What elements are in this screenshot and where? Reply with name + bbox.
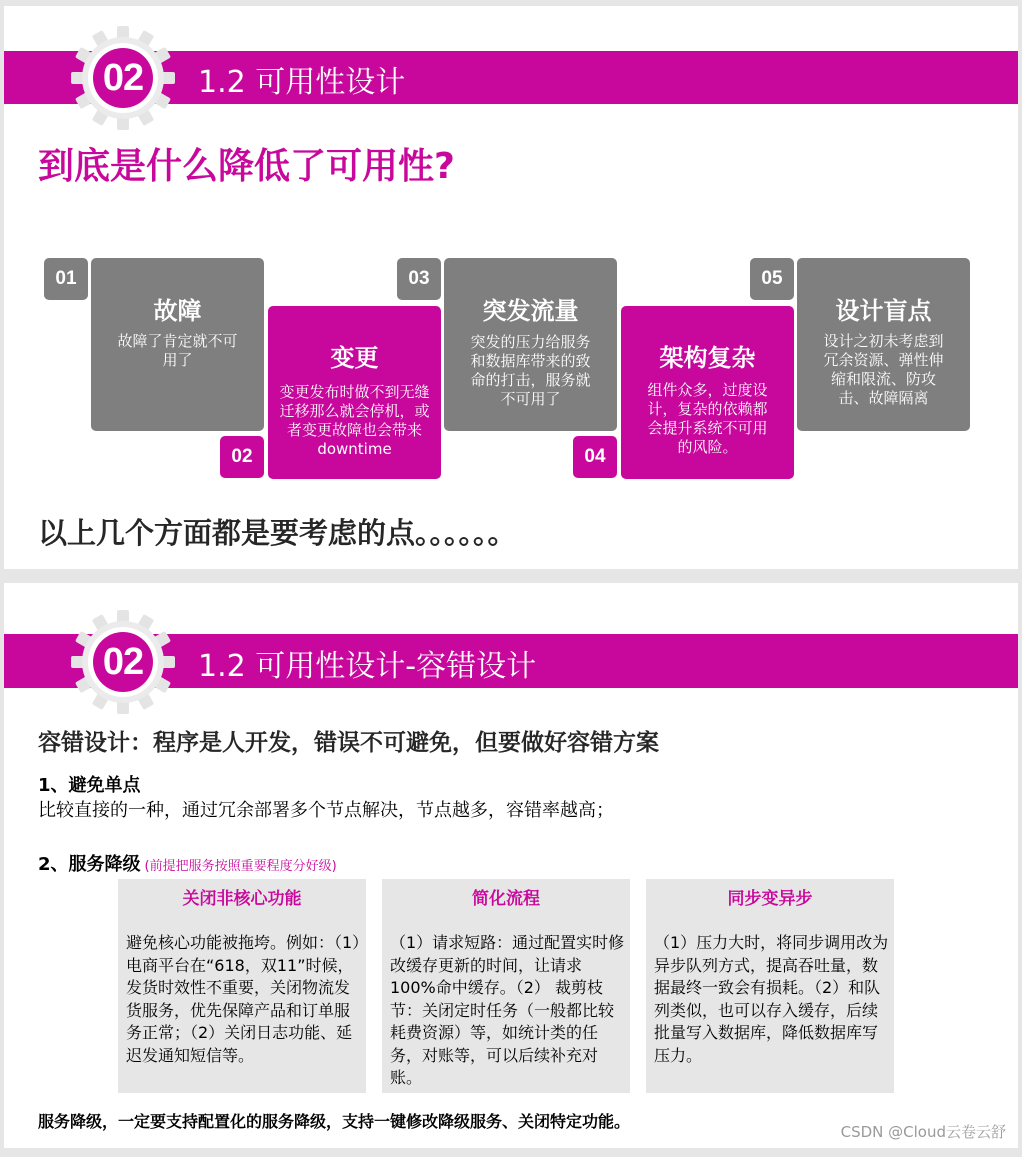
card-desc: 设计之初未考虑到冗余资源、弹性伸缩和限流、防攻击、故障隔离 <box>823 332 944 407</box>
gear-badge <box>71 26 175 130</box>
footer-note: 服务降级，一定要支持配置化的服务降级，支持一键修改降级服务、关闭特定功能。 <box>38 1112 631 1131</box>
card-desc: 突发的压力给服务和数据库带来的致命的打击，服务就不可用了 <box>470 333 591 408</box>
card-title: 变更 <box>330 344 379 372</box>
column-body: （1）压力大时，将同步调用改为异步队列方式，提高吞吐量，数据最终一致会有损耗。（2）和队列类似，也可以存入缓存，后续批量写入数据库，降低数据库写压力。 <box>654 933 889 1065</box>
card-desc: 组件众多，过度设计，复杂的依赖都会提升系统不可用的风险。 <box>647 381 768 456</box>
subsection-text-single-point: 比较直接的一种，通过冗余部署多个节点解决，节点越多，容错率越高； <box>38 800 614 821</box>
column-title: 关闭非核心功能 <box>182 889 302 909</box>
slide-availability-factors <box>4 6 1018 569</box>
gear-badge <box>71 610 175 714</box>
card-title: 设计盲点 <box>835 297 932 325</box>
badge-number: 02 <box>102 641 144 683</box>
degradation-note: (前提把服务按照重要程度分好级) <box>144 859 337 874</box>
card-fault <box>91 258 264 431</box>
watermark: CSDN @Cloud云卷云舒 <box>840 1123 1006 1141</box>
card-number-05: 05 <box>750 258 794 300</box>
column-body: （1）请求短路：通过配置实时修改缓存更新的时间，让请求100%命中缓存。（2） 裁剪枝节：关闭定时任务（一般都比较耗费资源）等，如统计类的任务，对账等，可以后续补充对账。 <box>390 933 625 1087</box>
card-desc: 故障了肯定就不可用了 <box>117 332 238 369</box>
card-number-01: 01 <box>44 258 88 300</box>
card-number-02: 02 <box>220 436 264 478</box>
degradation-title: 2、服务降级 <box>38 854 141 875</box>
section-heading: 容错设计：程序是人开发，错误不可避免，但要做好容错方案 <box>38 730 659 756</box>
band-title: 1.2 可用性设计 <box>198 65 406 100</box>
card-desc: 变更发布时做不到无缝迁移那么就会停机，或者变更故障也会带来downtime <box>279 383 430 458</box>
card-number-04: 04 <box>573 436 617 478</box>
card-title: 故障 <box>153 297 202 325</box>
card-title: 突发流量 <box>482 297 579 325</box>
column-title: 简化流程 <box>472 889 540 909</box>
card-complex-architecture <box>621 306 794 479</box>
badge-number: 02 <box>102 57 144 99</box>
band-title: 1.2 可用性设计-容错设计 <box>198 649 537 684</box>
column-title: 同步变异步 <box>727 889 813 909</box>
summary-text: 以上几个方面都是要考虑的点。。。。。。 <box>38 516 517 550</box>
degradation-column-simplify <box>382 879 630 1093</box>
question-heading: 到底是什么降低了可用性? <box>38 146 455 187</box>
card-change <box>268 306 441 479</box>
slide-fault-tolerance <box>4 583 1018 1148</box>
column-body: 避免核心功能被拖垮。例如：（1）电商平台在“618，双11”时候，发货时效性不重要，关闭物流发货服务，优先保障产品和订单服务正常；（2）关闭日志功能、延迟发通知短信等。 <box>126 933 361 1065</box>
card-traffic-burst <box>444 258 617 431</box>
card-number-03: 03 <box>397 258 441 300</box>
card-design-blindspot <box>797 258 970 431</box>
subsection-title-single-point: 1、避免单点 <box>38 775 141 796</box>
degradation-column-noncore <box>118 879 366 1093</box>
subsection-title-degradation <box>38 850 337 876</box>
degradation-column-async <box>646 879 894 1093</box>
card-title: 架构复杂 <box>659 344 756 372</box>
